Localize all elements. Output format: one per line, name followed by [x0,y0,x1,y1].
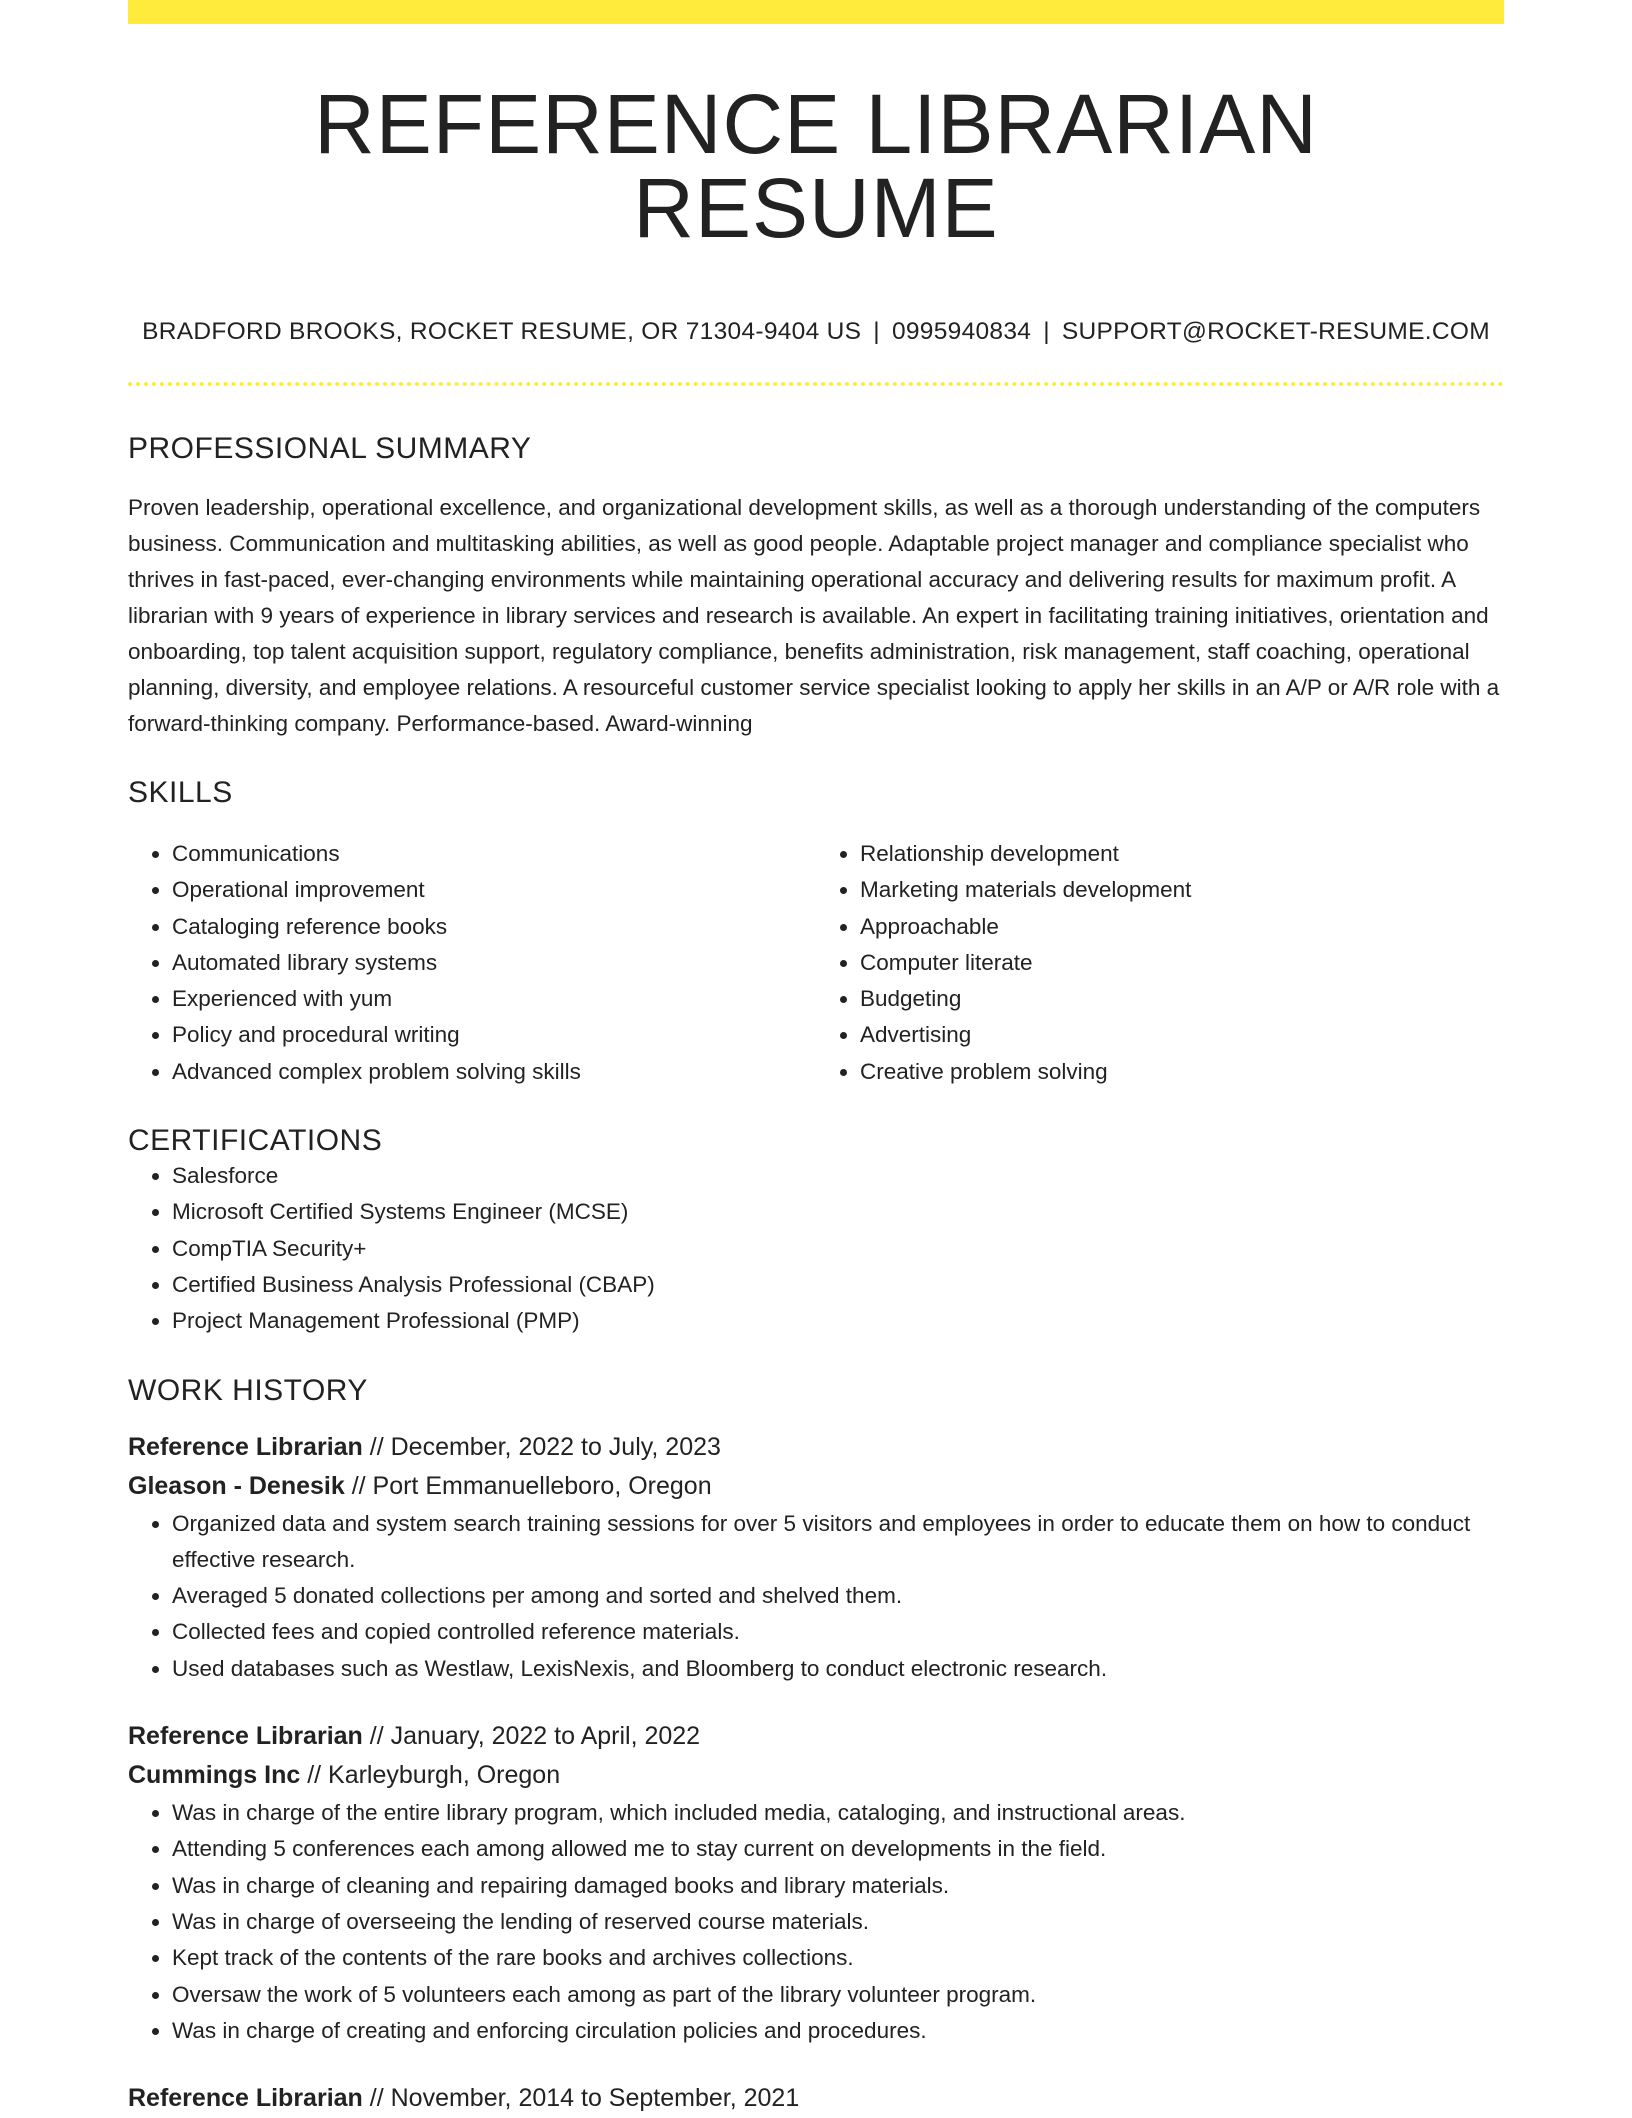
contact-line [128,318,1504,346]
contact-separator: | [873,318,880,345]
job-bullet: • Attending 5 conferences each among allowed me to stay current on developments in the field. [172,1831,1504,1867]
summary-text: Proven leadership, operational excellence, and organizational development skills, as well as a thorough understanding of the computers business. Communication and multitasking abilities, as well as good people. Adaptable project manager and compliance specialist who thrives in fast-paced, ever-changing environments while maintaining operational accuracy and delivering results for maximum profit. A librarian with 9 years of experience in library services and research is available. An expert in facilitating training initiatives, orientation and onboarding, top talent acquisition support, regulatory compliance, benefits administration, risk management, staff coaching, operational planning, diversity, and employee relations. A resourceful customer service specialist looking to apply her skills in an A/P or A/R role with a forward-thinking company. Performance-based. Award-winning [128,495,1500,736]
job-entry [128,1428,1504,1687]
job-dates: // January, 2022 to April, 2022 [362,1722,701,1751]
job-dates: // December, 2022 to July, 2023 [362,1432,721,1461]
job-location: // Karleyburgh, Oregon [300,1761,561,1790]
job-bullet: • Was in charge of creating and enforcing circulation policies and procedures. [172,2013,1504,2049]
job-entry [128,1717,1504,2049]
certification-item: • Microsoft Certified Systems Engineer (MCSE) [172,1194,1504,1230]
certification-item: • CompTIA Security+ [172,1231,1504,1267]
contact-phone: 0995940834 [891,318,1032,345]
skill-item: • Marketing materials development [860,872,1504,908]
job-bullet: • Averaged 5 donated collections per among and sorted and shelved them. [172,1578,1504,1614]
job-bullet: • Kept track of the contents of the rare books and archives collections. [172,1940,1504,1976]
skill-item: • Policy and procedural writing [172,1017,816,1053]
job-title-line [128,1717,1504,1756]
skill-item: • Advertising [860,1017,1504,1053]
job-company-line [128,1756,1504,1795]
job-dates: // November, 2014 to September, 2021 [362,2084,800,2113]
contact-email: SUPPORT@ROCKET-RESUME.COM [1061,318,1490,345]
accent-top-bar [128,0,1504,24]
skills-columns [128,836,1504,1090]
job-company: Cummings Inc [128,1761,301,1790]
skill-item: • Cataloging reference books [172,909,816,945]
job-bullet: • Was in charge of the entire library program, which included media, cataloging, and instructional areas. [172,1795,1504,1831]
certifications-list [128,1158,1504,1339]
skill-item: • Automated library systems [172,945,816,981]
work-history-heading: WORK HISTORY [128,1373,368,1407]
summary-heading: PROFESSIONAL SUMMARY [128,432,532,465]
job-title: Reference Librarian [128,1722,363,1751]
job-title-line [128,2079,1504,2118]
job-bullet: • Was in charge of overseeing the lending of reserved course materials. [172,1904,1504,1940]
job-bullet-list [128,1795,1504,2049]
job-title: Reference Librarian [128,1432,363,1461]
resume-title: REFERENCE LIBRARIAN RESUME [314,77,1318,255]
skills-list-left [128,836,816,1090]
skill-item: • Budgeting [860,981,1504,1017]
dotted-divider [128,382,1504,386]
job-bullet: • Used databases such as Westlaw, LexisNexis, and Bloomberg to conduct electronic research. [172,1651,1504,1687]
certifications-heading: CERTIFICATIONS [128,1124,383,1158]
job-company: Gleason - Denesik [128,1471,345,1500]
skill-item: • Advanced complex problem solving skills [172,1054,816,1090]
certification-item: • Certified Business Analysis Professional (CBAP) [172,1267,1504,1303]
skill-item: • Creative problem solving [860,1054,1504,1090]
contact-separator: | [1043,318,1050,345]
contact-address: BRADFORD BROOKS, ROCKET RESUME, OR 71304-9404 US [142,318,862,345]
job-company-line [128,1467,1504,1506]
job-title-line [128,1428,1504,1467]
certification-item: • Salesforce [172,1158,1504,1194]
job-location: // Port Emmanuelleboro, Oregon [344,1471,712,1500]
job-bullet: • Collected fees and copied controlled reference materials. [172,1614,1504,1650]
job-bullet-list [128,1506,1504,1687]
skill-item: • Relationship development [860,836,1504,872]
job-entry [128,2079,1504,2118]
job-bullet: • Oversaw the work of 5 volunteers each among as part of the library volunteer program. [172,1977,1504,2013]
skill-item: • Computer literate [860,945,1504,981]
skills-heading: SKILLS [128,776,233,809]
skill-item: • Operational improvement [172,872,816,908]
job-bullet: • Organized data and system search training sessions for over 5 visitors and employees in order to educate them on how to conduct effective research. [172,1506,1504,1579]
job-bullet: • Was in charge of cleaning and repairing damaged books and library materials. [172,1868,1504,1904]
skill-item: • Experienced with yum [172,981,816,1017]
skill-item: • Communications [172,836,816,872]
certification-item: • Project Management Professional (PMP) [172,1303,1504,1339]
resume-page [128,0,1504,2118]
skill-item: • Approachable [860,909,1504,945]
skills-list-right [816,836,1504,1090]
job-title: Reference Librarian [128,2084,363,2113]
